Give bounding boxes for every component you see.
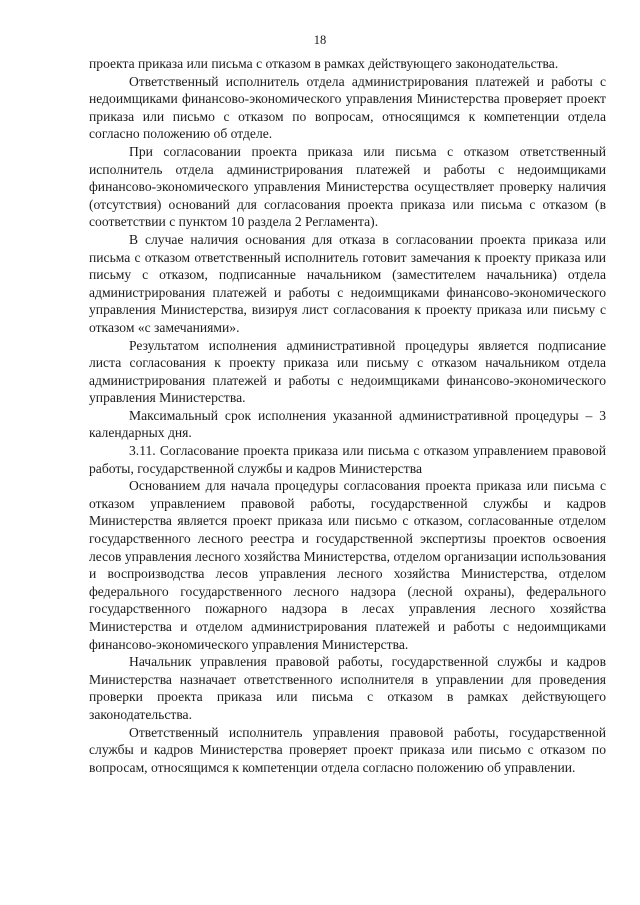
paragraph-procedure-basis: Основанием для начала процедуры согласования проекта приказа или письма с отказом управлением правовой работы, государственной службы и кадров Министерства является проект приказа или письмо с отказом, согласованные отделом государственного лесного реестра и государственной экспертизы проектов освоения лесов управления лесного хозяйства Министерства, отделом организации использования и воспроизводства лесов управления лесного хозяйства Министерства, отделом федерального государственного лесного надзора (лесной охраны), федерального государственного пожарного надзора в лесах управления лесного хозяйства Министерства и отделом администрирования платежей и работы с недоимщиками финансово-экономического управления Министерства. (89, 478, 606, 652)
paragraph-continuation: проекта приказа или письма с отказом в рамках действующего законодательства. (89, 56, 559, 71)
paragraph-refusal-remarks: В случае наличия основания для отказа в согласовании проекта приказа или письма с отказом ответственный исполнитель готовит замечания к проекту приказа или письму с отказом, подписанные начальником (заместителем начальника) отдела администрирования платежей и работы с недоимщиками финансово-экономического управления Министерства, визируя лист согласования к проекту приказа или письму с отказом «с замечаниями». (89, 231, 606, 335)
paragraph-head-assigns: Начальник управления правовой работы, государственной службы и кадров Министерства назначает ответственного исполнителя в управлении для проведения проверки проекта приказа или письма с отказом в рамках действующего законодательства. (89, 654, 606, 722)
page-number: 18 (313, 33, 327, 47)
paragraph-procedure-result: Результатом исполнения административной процедуры является подписание листа согласования к проекту приказа или письму с отказом начальником отдела администрирования платежей и работы с недоимщиками финансово-экономического управления Министерства. (89, 337, 606, 406)
paragraph-max-duration: Максимальный срок исполнения указанной административной процедуры – 3 календарных дня. (89, 407, 606, 441)
paragraph-executor-checks: Ответственный исполнитель управления правовой работы, государственной службы и кадров Министерства проверяет проект приказа или письмо с отказом по вопросам, относящимся к компетенции отдела согласно положению об управлении. (89, 724, 606, 775)
paragraph-department-review: Ответственный исполнитель отдела администрирования платежей и работы с недоимщиками финансово-экономического управления Министерства проверяет проект приказа или письмо с отказом по вопросам, относящимся к компетенции отдела согласно положению об отделе. (89, 73, 606, 142)
section-heading-3-11: 3.11. Согласование проекта приказа или письма с отказом управлением правовой работы, государственной службы и кадров Министерства (89, 443, 606, 476)
document-body (89, 55, 606, 776)
paragraph-approval-check: При согласовании проекта приказа или письма с отказом ответственный исполнитель отдела администрирования платежей и работы с недоимщиками финансово-экономического управления Министерства осуществляет проверку наличия (отсутствия) оснований для согласования проекта приказа или письма с отказом (в соответствии с пунктом 10 раздела 2 Регламента). (89, 143, 606, 230)
